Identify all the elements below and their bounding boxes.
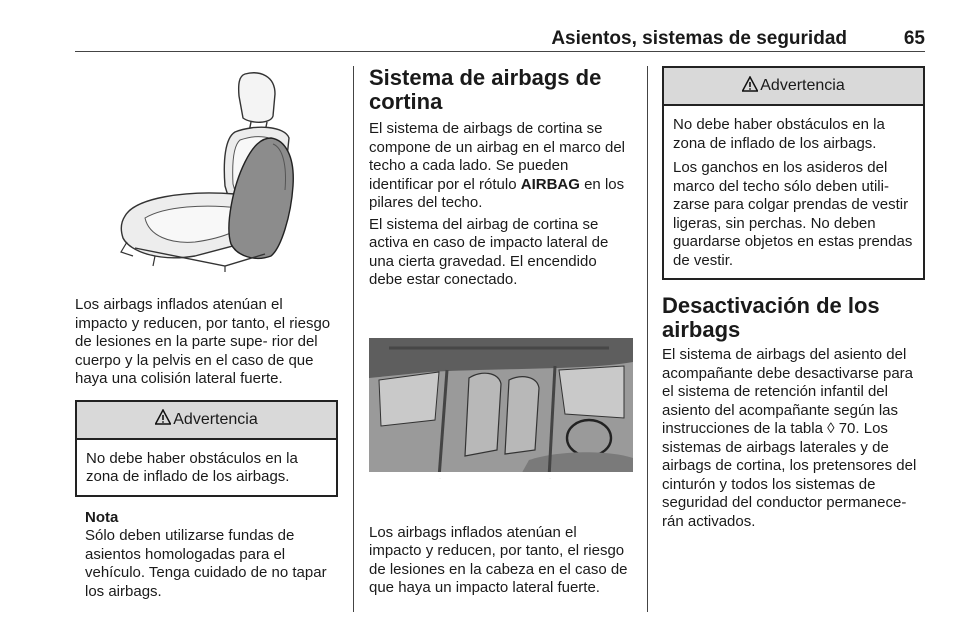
page-ref-number: 70.: [834, 420, 860, 437]
column-right: [662, 66, 925, 531]
seat-airbag-caption: Los airbags inflados atenúan el impacto y reducen, por tanto, el riesgo de lesiones en la parte supe- rior del cuerpo y la pelvis en el caso de que haya una colisión lateral fuerte.: [75, 296, 331, 387]
car-interior-image: [369, 300, 633, 512]
deactivation-text-1: El sistema de airbags del asiento del acompañante debe desactivarse para el sistema de retención infantil del asiento del acompañante según las instrucciones de la tabla: [662, 346, 914, 437]
header-rule: [75, 51, 925, 52]
desc-text-1: El sistema de airbags de cortina se compone de un airbag en el marco del techo a cada lado. Se pueden identificar por el rótulo: [369, 120, 625, 193]
deactivation-text-2: Los sistemas de airbags laterales y de airbags de cortina, los pretensores del cinturón y todos los sistemas de seguridad del conductor permanece- rán activados.: [662, 420, 917, 530]
seat-airbag-illustration: [75, 66, 338, 276]
page-number: 65: [903, 28, 925, 49]
curtain-airbag-caption: Los airbags inflados atenúan el impacto y reducen, por tanto, el riesgo de lesiones en la cabeza en el caso de que haya un impacto lateral fuerte.: [369, 523, 628, 596]
warning-box-left: [75, 400, 338, 497]
deactivation-text: [662, 346, 925, 531]
desc-text-2: en los pilares del techo.: [369, 175, 625, 211]
warning-triangle-icon: [155, 409, 171, 430]
warning-text-2: Los ganchos en los asideros del marco del techo sólo deben utili- zarse para colgar prendas de vestir ligeras, sin perchas. No deben guardarse objetos en estas prendas de vestir.: [673, 159, 913, 269]
warning-title-right: Advertencia: [760, 77, 845, 94]
running-title: Asientos, sistemas de seguridad: [551, 28, 847, 49]
seat-image: [75, 66, 338, 276]
note-title: Nota: [85, 508, 119, 526]
warning-body: [77, 440, 336, 495]
column-middle: [369, 66, 633, 598]
page-reference-icon: ◊: [827, 420, 835, 437]
section-heading-deactivation: Desactivación de los airbags: [662, 293, 880, 342]
curtain-airbag-illustration: [369, 300, 633, 512]
note-block: [75, 509, 338, 602]
section-heading-curtain-airbags: Sistema de airbags de cortina: [369, 65, 602, 114]
curtain-airbag-activation: El sistema del airbag de cortina se activa en caso de impacto lateral de una cierta gravedad. El encendido debe estar conectado.: [369, 215, 609, 288]
warning-text-1: No debe haber obstáculos en la zona de inflado de los airbags.: [673, 116, 885, 152]
warning-triangle-icon: [742, 76, 758, 97]
curtain-airbag-description: [369, 120, 633, 213]
column-divider-2: [647, 66, 648, 612]
column-left: [75, 66, 338, 601]
warning-header-right: [664, 68, 923, 106]
warning-text: No debe haber obstáculos en la zona de inflado de los airbags.: [86, 449, 298, 485]
warning-header: [77, 402, 336, 440]
warning-box-right: [662, 66, 925, 280]
warning-body-right: [664, 106, 923, 278]
warning-title: Advertencia: [173, 410, 258, 428]
page-header: [75, 28, 925, 50]
note-text: Sólo deben utilizarse fundas de asientos homologadas para el vehículo. Tenga cuidado de no tapar los airbags.: [85, 527, 327, 600]
airbag-label-bold: AIRBAG: [520, 175, 580, 193]
column-divider-1: [353, 66, 354, 612]
page-ref-link[interactable]: [827, 420, 859, 437]
